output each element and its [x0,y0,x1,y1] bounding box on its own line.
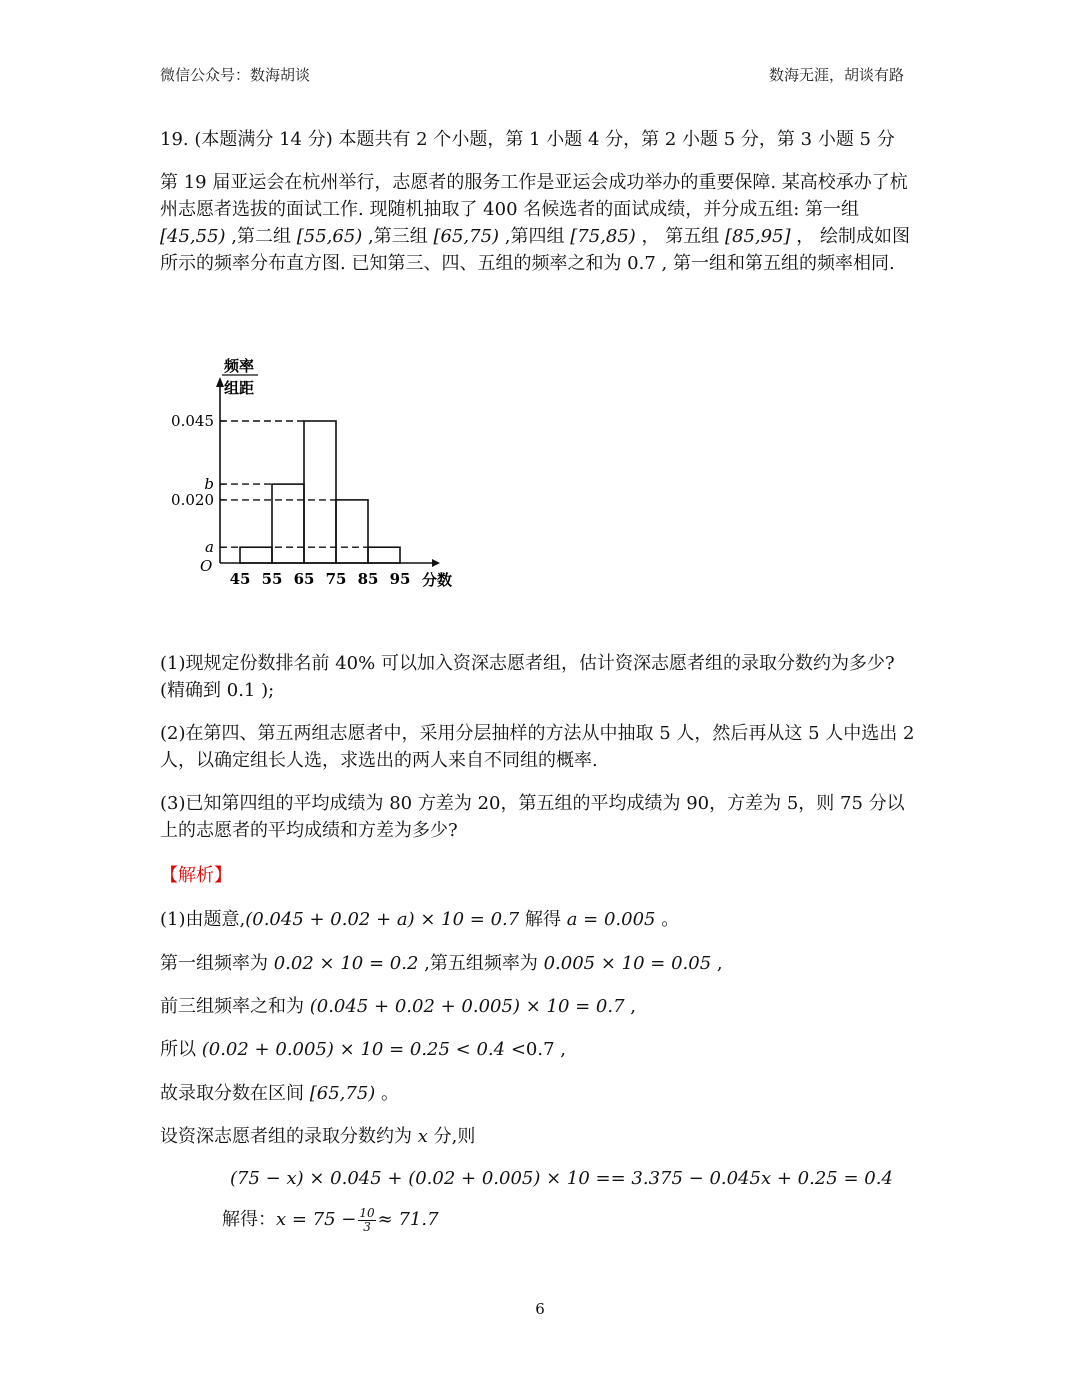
sol5-math: [65,75) [309,1083,376,1104]
solution-heading: 【解析】 [160,865,232,886]
sol2-math-2: 0.005 × 10 = 0.05 [543,953,712,974]
sol4-text-b: <0.7 , [505,1039,566,1060]
solution-line-5 [160,1080,399,1107]
sol1-result: a = 0.005 [566,909,656,930]
intro-text-4: ,第四组 [499,226,571,247]
solution-line-7: (75 − x) × 0.045 + (0.02 + 0.005) × 10 == 3.375 − 0.045x + 0.25 = 0.4 [230,1168,893,1189]
x-axis-label: 分数 [422,571,453,589]
sol8-text-a: 解得： [222,1209,276,1230]
solution-line-2 [160,950,723,977]
x-tick-label: 55 [261,570,283,588]
sol2-text-a: 第一组频率为 [160,953,274,974]
solution-line-3 [160,993,636,1020]
histogram-bar [368,547,400,563]
question-1: (1)现规定份数排名前 40% 可以加入资深志愿者组，估计资深志愿者组的录取分数约为多少? (精确到 0.1 ); [160,653,895,701]
sol1-text-a: (1)由题意, [160,909,246,930]
sol3-text-a: 前三组频率之和为 [160,996,310,1017]
fraction-denominator: 3 [363,1219,371,1234]
interval-2: [55,65) [296,226,363,247]
y-label-top: 频率 [224,357,255,375]
solution-line-1 [160,906,679,933]
sol3-math: (0.045 + 0.02 + 0.005) × 10 = 0.7 [309,996,625,1017]
x-tick-label: 45 [229,570,251,588]
interval-4: [75,85) [570,226,636,247]
sol5-text-a: 故录取分数在区间 [160,1083,310,1104]
intro-text-a: 第 19 届亚运会在杭州举行，志愿者的服务工作是亚运会成功举办的重要保障. 某高校承办了杭州志愿者选拔的面试工作. 现随机抽取了 400 名候选者的面试成绩，并分成五组: 第一组 [160,172,908,220]
sol5-text-b: 。 [375,1083,400,1104]
solution-line-8 [222,1206,439,1234]
problem-block [160,126,920,277]
y-tick-label: 0.020 [171,490,214,509]
y-tick-label: 0.045 [171,412,214,430]
y-label-bottom: 组距 [224,379,255,397]
y-tick-label: a [205,538,214,557]
sol6-text-b: 分,则 [427,1126,476,1147]
x-tick-label: 65 [293,570,315,588]
question-2: (2)在第四、第五两组志愿者中，采用分层抽样的方法从中抽取 5 人，然后再从这 5 人中选出 2 人，以确定组长人选，求选出的两人来自不同组的概率. [160,723,915,771]
x-tick-label: 95 [389,570,411,588]
solution-line-4 [160,1036,566,1063]
y-tick-label: b [204,475,214,494]
sol4-text-a: 所以 [160,1039,202,1060]
interval-3: [65,75) [433,226,500,247]
sol6-math: x [417,1126,428,1147]
intro-text-b: ， 绘制成如图所示的频率分布直方图. 已知第三、四、五组的频率之和为 0.7 , 第一组和第五组的频率相同. [160,226,911,274]
sol1-text-b: 解得 [519,909,567,930]
histogram-svg [160,353,470,603]
sol2-text-d: , [711,953,723,974]
fraction [358,1207,375,1234]
y-axis-arrow [216,377,224,387]
sol2-math: 0.02 × 10 = 0.2 [273,953,419,974]
x-axis-arrow [432,559,440,567]
x-tick-label: 85 [357,570,379,588]
sol6-text-a: 设资深志愿者组的录取分数约为 [160,1126,418,1147]
sol3-text-b: , [624,996,637,1017]
problem-intro [160,169,920,277]
x-tick-label: 75 [325,570,347,588]
histogram-bar [336,500,368,563]
sol1-text-d: 。 [655,909,680,930]
intro-text-3: ,第三组 [362,226,434,247]
intro-text-2: ,第二组 [225,226,297,247]
sol8-result: ≈ 71.7 [377,1209,439,1230]
header-left: 微信公众号：数海胡谈 [160,66,311,84]
fraction-numerator: 10 [359,1205,375,1220]
problem-title: 19. (本题满分 14 分) 本题共有 2 个小题，第 1 小题 4 分，第 2 小题 5 分，第 3 小题 5 分 [160,129,895,150]
histogram-bar [240,547,272,563]
histogram-bar [272,484,304,563]
interval-5: [85,95] [725,226,791,247]
histogram-bar [304,421,336,563]
page-number: 6 [535,1300,545,1318]
sol8-math: x = 75 − [276,1209,357,1230]
intro-text-5: ， 第五组 [635,226,725,247]
header-right: 数海无涯，胡谈有路 [768,66,904,84]
sol1-math: (0.045 + 0.02 + a) × 10 = 0.7 [245,909,520,930]
histogram [160,353,470,603]
sol2-text-b: ,第五组频率为 [418,953,544,974]
solution-line-6 [160,1123,475,1150]
sol4-math: (0.02 + 0.005) × 10 = 0.25 < 0.4 [201,1039,506,1060]
questions-block [160,650,920,844]
question-3: (3)已知第四组的平均成绩为 80 方差为 20，第五组的平均成绩为 90，方差为 5，则 75 分以上的志愿者的平均成绩和方差为多少? [160,793,905,841]
origin-label: O [200,557,213,575]
interval-1: [45,55) [160,226,226,247]
